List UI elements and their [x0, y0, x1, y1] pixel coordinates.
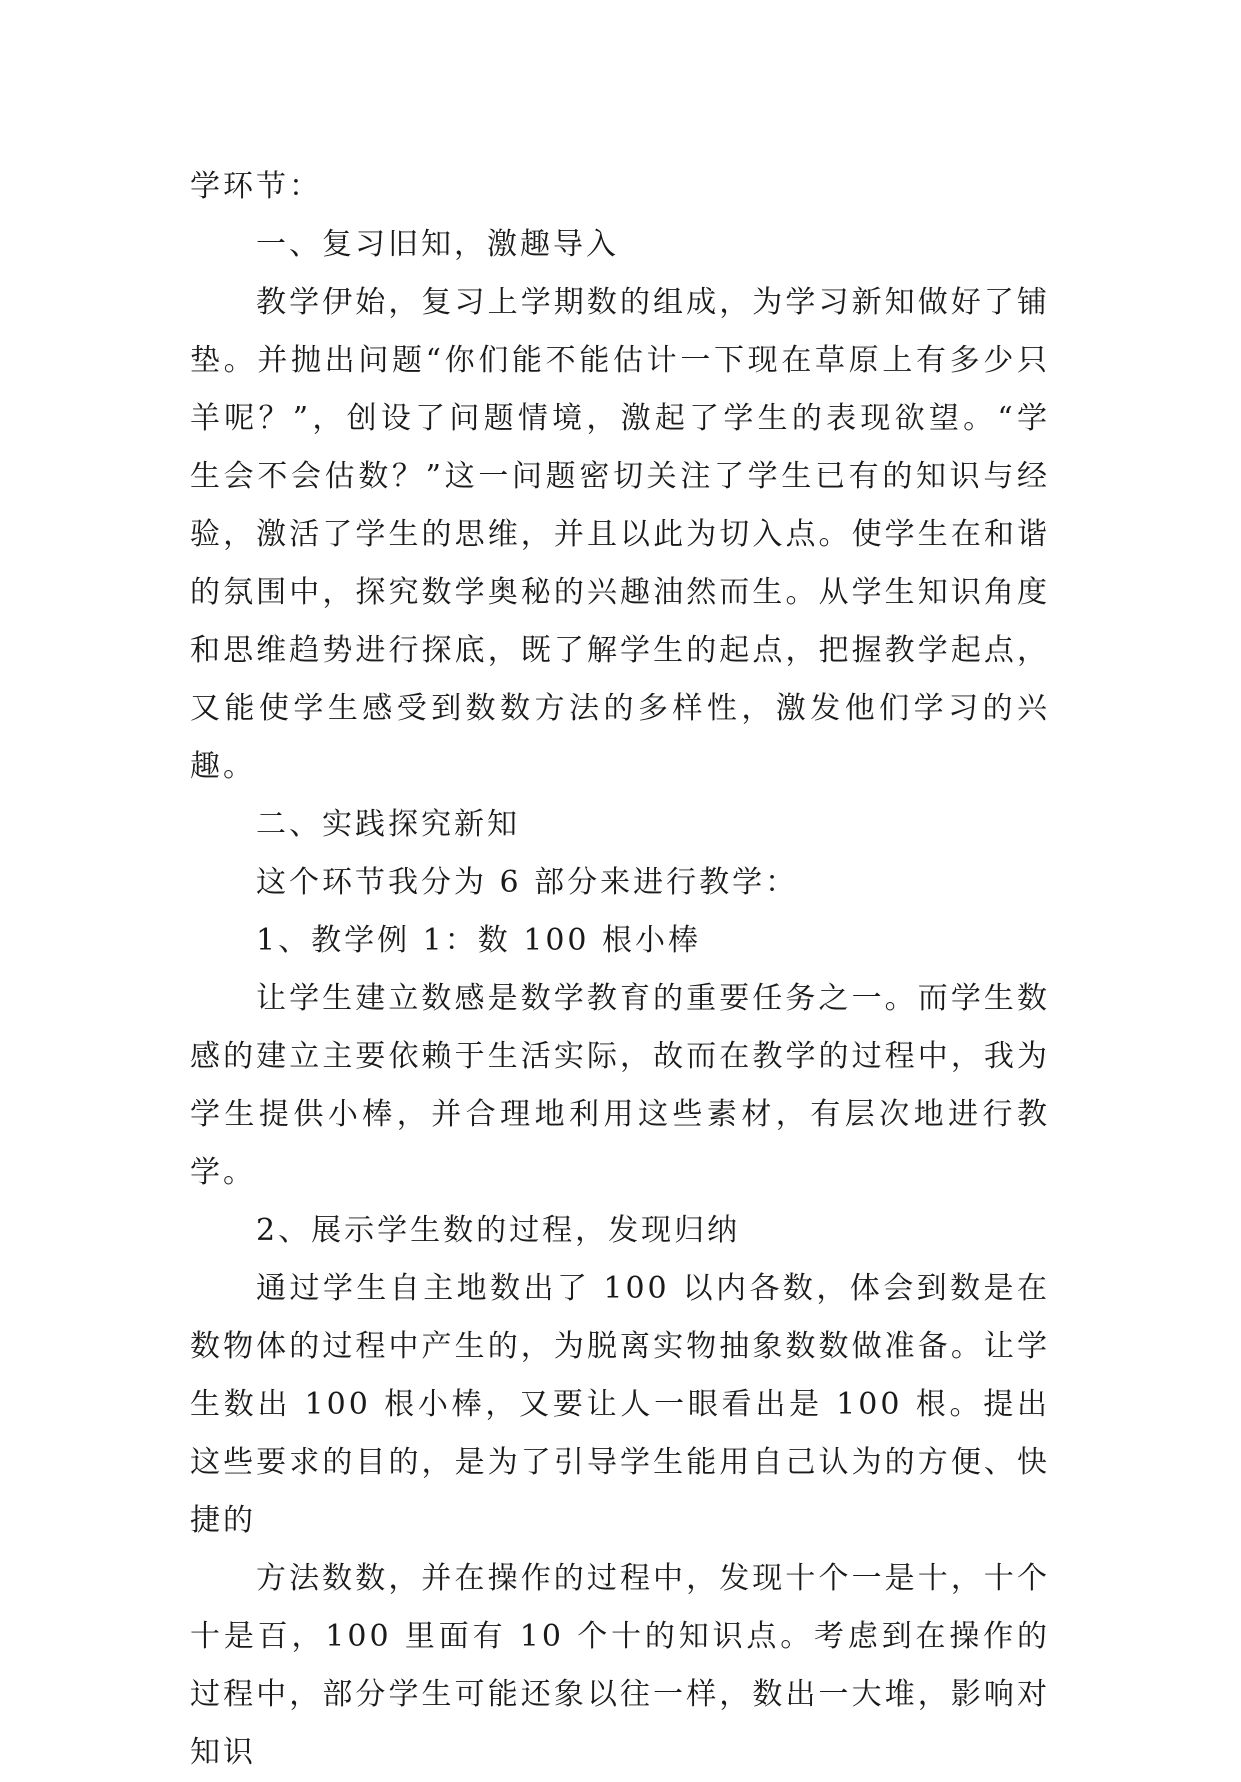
paragraph-continuation: 学环节：: [190, 169, 322, 204]
paragraph-six-parts: 这个环节我分为 6 部分来进行教学：: [256, 865, 799, 900]
paragraph-number-sense: 让学生建立数感是数学教育的重要任务之一。而学生数感的建立主要依赖于生活实际，故而在教学的过程中，我为学生提供小棒，并合理地利用这些素材，有层次地进行教学。: [190, 981, 1050, 1190]
subheading-example-1: 1、教学例 1：数 100 根小棒: [256, 923, 702, 958]
paragraph-counting-method: 方法数数，并在操作的过程中，发现十个一是十，十个十是百，100 里面有 10 个十的知识点。考虑到在操作的过程中，部分学生可能还象以往一样，数出一大堆，影响对知识: [190, 1561, 1050, 1770]
subheading-show-process: 2、展示学生数的过程，发现归纳: [256, 1213, 741, 1248]
paragraph-counting-process: 通过学生自主地数出了 100 以内各数，体会到数是在数物体的过程中产生的，为脱离实物抽象数数做准备。让学生数出 100 根小棒，又要让人一眼看出是 100 根。提出这些要求的目的，是为了引导学生能用自己认为的方便、快捷的: [190, 1271, 1050, 1538]
section-heading-practice: 二、实践探究新知: [256, 807, 520, 842]
paragraph-review-body: 教学伊始，复习上学期数的组成，为学习新知做好了铺垫。并抛出问题“你们能不能估计一下现在草原上有多少只羊呢？”，创设了问题情境，激起了学生的表现欲望。“学生会不会估数？”这一问题密切关注了学生已有的知识与经验，激活了学生的思维，并且以此为切入点。使学生在和谐的氛围中，探究数学奥秘的兴趣油然而生。从学生知识角度和思维趋势进行探底，既了解学生的起点，把握教学起点，又能使学生感受到数数方法的多样性，激发他们学习的兴趣。: [190, 285, 1050, 784]
document-body: [190, 158, 1050, 1782]
section-heading-review: 一、复习旧知，激趣导入: [256, 227, 619, 262]
